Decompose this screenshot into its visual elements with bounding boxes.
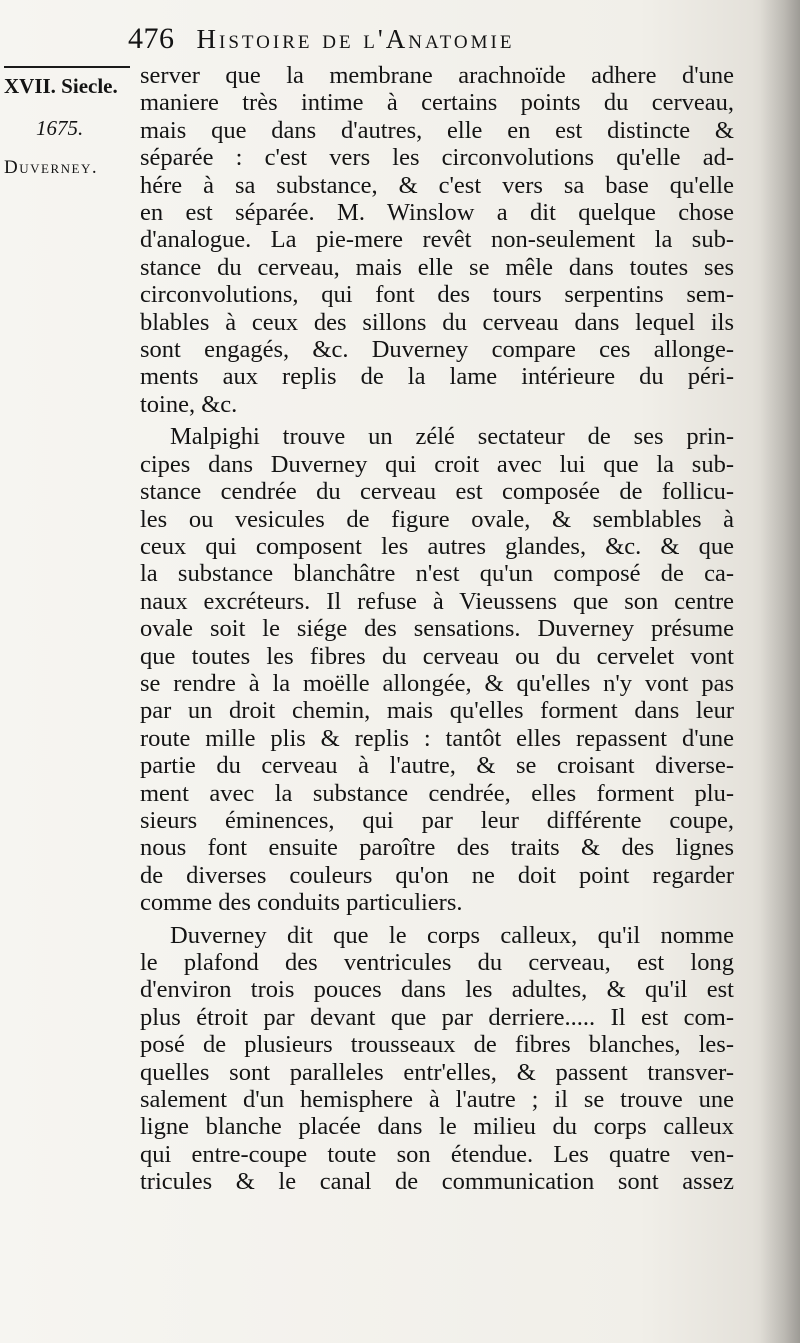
- text-line: partie du cerveau à l'autre, & se croisant diverse-: [140, 752, 734, 780]
- text-line: server que la membrane arachnoïde adhere d'une: [140, 62, 734, 89]
- text-line: de diverses couleurs qu'on ne doit point regarder: [140, 861, 734, 889]
- body-text: [140, 62, 734, 1196]
- text-line: d'environ trois pouces dans les adultes, & qu'il est: [140, 976, 734, 1004]
- text-line: plus étroit par devant que par derriere..... Il est com-: [140, 1003, 734, 1031]
- text-line: la substance blanchâtre n'est qu'un composé de ca-: [140, 560, 734, 588]
- text-line: quelles sont paralleles entr'elles, & passent transver-: [140, 1058, 734, 1086]
- paragraph: [140, 62, 734, 418]
- paragraph: [140, 423, 734, 916]
- text-line: ovale soit le siége des sensations. Duverney présume: [140, 615, 734, 643]
- text-line: d'analogue. La pie-mere revêt non-seulement la sub-: [140, 226, 734, 254]
- text-line: sieurs éminences, qui par leur différente coupe,: [140, 806, 734, 834]
- text-line: que toutes les fibres du cerveau ou du cervelet vont: [140, 642, 734, 670]
- text-line: ligne blanche placée dans le milieu du corps calleux: [140, 1113, 734, 1141]
- text-line: mais que dans d'autres, elle en est distincte &: [140, 116, 734, 144]
- text-line: ments aux replis de la lame intérieure du péri-: [140, 363, 734, 391]
- margin-century: XVII. Siecle.: [4, 74, 118, 98]
- text-line: séparée : c'est vers les circonvolutions qu'elle ad-: [140, 144, 734, 172]
- text-line: tricules & le canal de communication sont assez: [140, 1168, 734, 1196]
- text-line: qui entre-coupe toute son étendue. Les quatre ven-: [140, 1140, 734, 1168]
- paragraph: [140, 922, 734, 1196]
- text-line: Malpighi trouve un zélé sectateur de ses prin-: [170, 423, 734, 451]
- text-line: toine, &c.: [140, 390, 238, 418]
- text-line: en est séparée. M. Winslow a dit quelque chose: [140, 199, 734, 227]
- running-header: [128, 22, 748, 62]
- text-line: salement d'un hemisphere à l'autre ; il se trouve une: [140, 1086, 734, 1114]
- text-line: comme des conduits particuliers.: [140, 889, 463, 917]
- text-line: ceux qui composent les autres glandes, &c. & que: [140, 532, 734, 560]
- text-line: par un droit chemin, mais qu'elles forment dans leur: [140, 697, 734, 725]
- text-line: circonvolutions, qui font des tours serpentins sem-: [140, 281, 734, 309]
- text-line: maniere très intime à certains points du cerveau,: [140, 89, 734, 117]
- text-line: route mille plis & replis : tantôt elles repassent d'une: [140, 724, 734, 752]
- page-number: 476: [128, 22, 175, 55]
- text-line: naux excréteurs. Il refuse à Vieussens que son centre: [140, 587, 734, 615]
- margin-year: 1675.: [36, 116, 84, 140]
- margin-notes: [4, 66, 136, 179]
- text-line: Duverney dit que le corps calleux, qu'il nomme: [170, 921, 734, 949]
- text-line: cipes dans Duverney qui croit avec lui que la sub-: [140, 450, 734, 478]
- text-line: posé de plusieurs trousseaux de fibres blanches, les-: [140, 1031, 734, 1059]
- text-line: nous font ensuite paroître des traits & des lignes: [140, 834, 734, 862]
- text-line: blables à ceux des sillons du cerveau dans lequel ils: [140, 308, 734, 336]
- text-line: se rendre à la moëlle allongée, & qu'elles n'y vont pas: [140, 669, 734, 697]
- margin-rule: [4, 66, 130, 68]
- page-gutter-shadow: [760, 0, 800, 1343]
- text-line: ment avec la substance cendrée, elles forment plu-: [140, 779, 734, 807]
- text-line: stance du cerveau, mais elle se mêle dans toutes ses: [140, 253, 734, 281]
- text-line: le plafond des ventricules du cerveau, est long: [140, 949, 734, 976]
- text-line: hére à sa substance, & c'est vers sa base qu'elle: [140, 171, 734, 199]
- running-title: Histoire de l'Anatomie: [196, 24, 515, 54]
- text-line: les ou vesicules de figure ovale, & semblables à: [140, 505, 734, 533]
- margin-author: Duverney.: [4, 157, 99, 178]
- text-line: sont engagés, &c. Duverney compare ces allonge-: [140, 336, 734, 364]
- text-line: stance cendrée du cerveau est composée de follicu-: [140, 478, 734, 506]
